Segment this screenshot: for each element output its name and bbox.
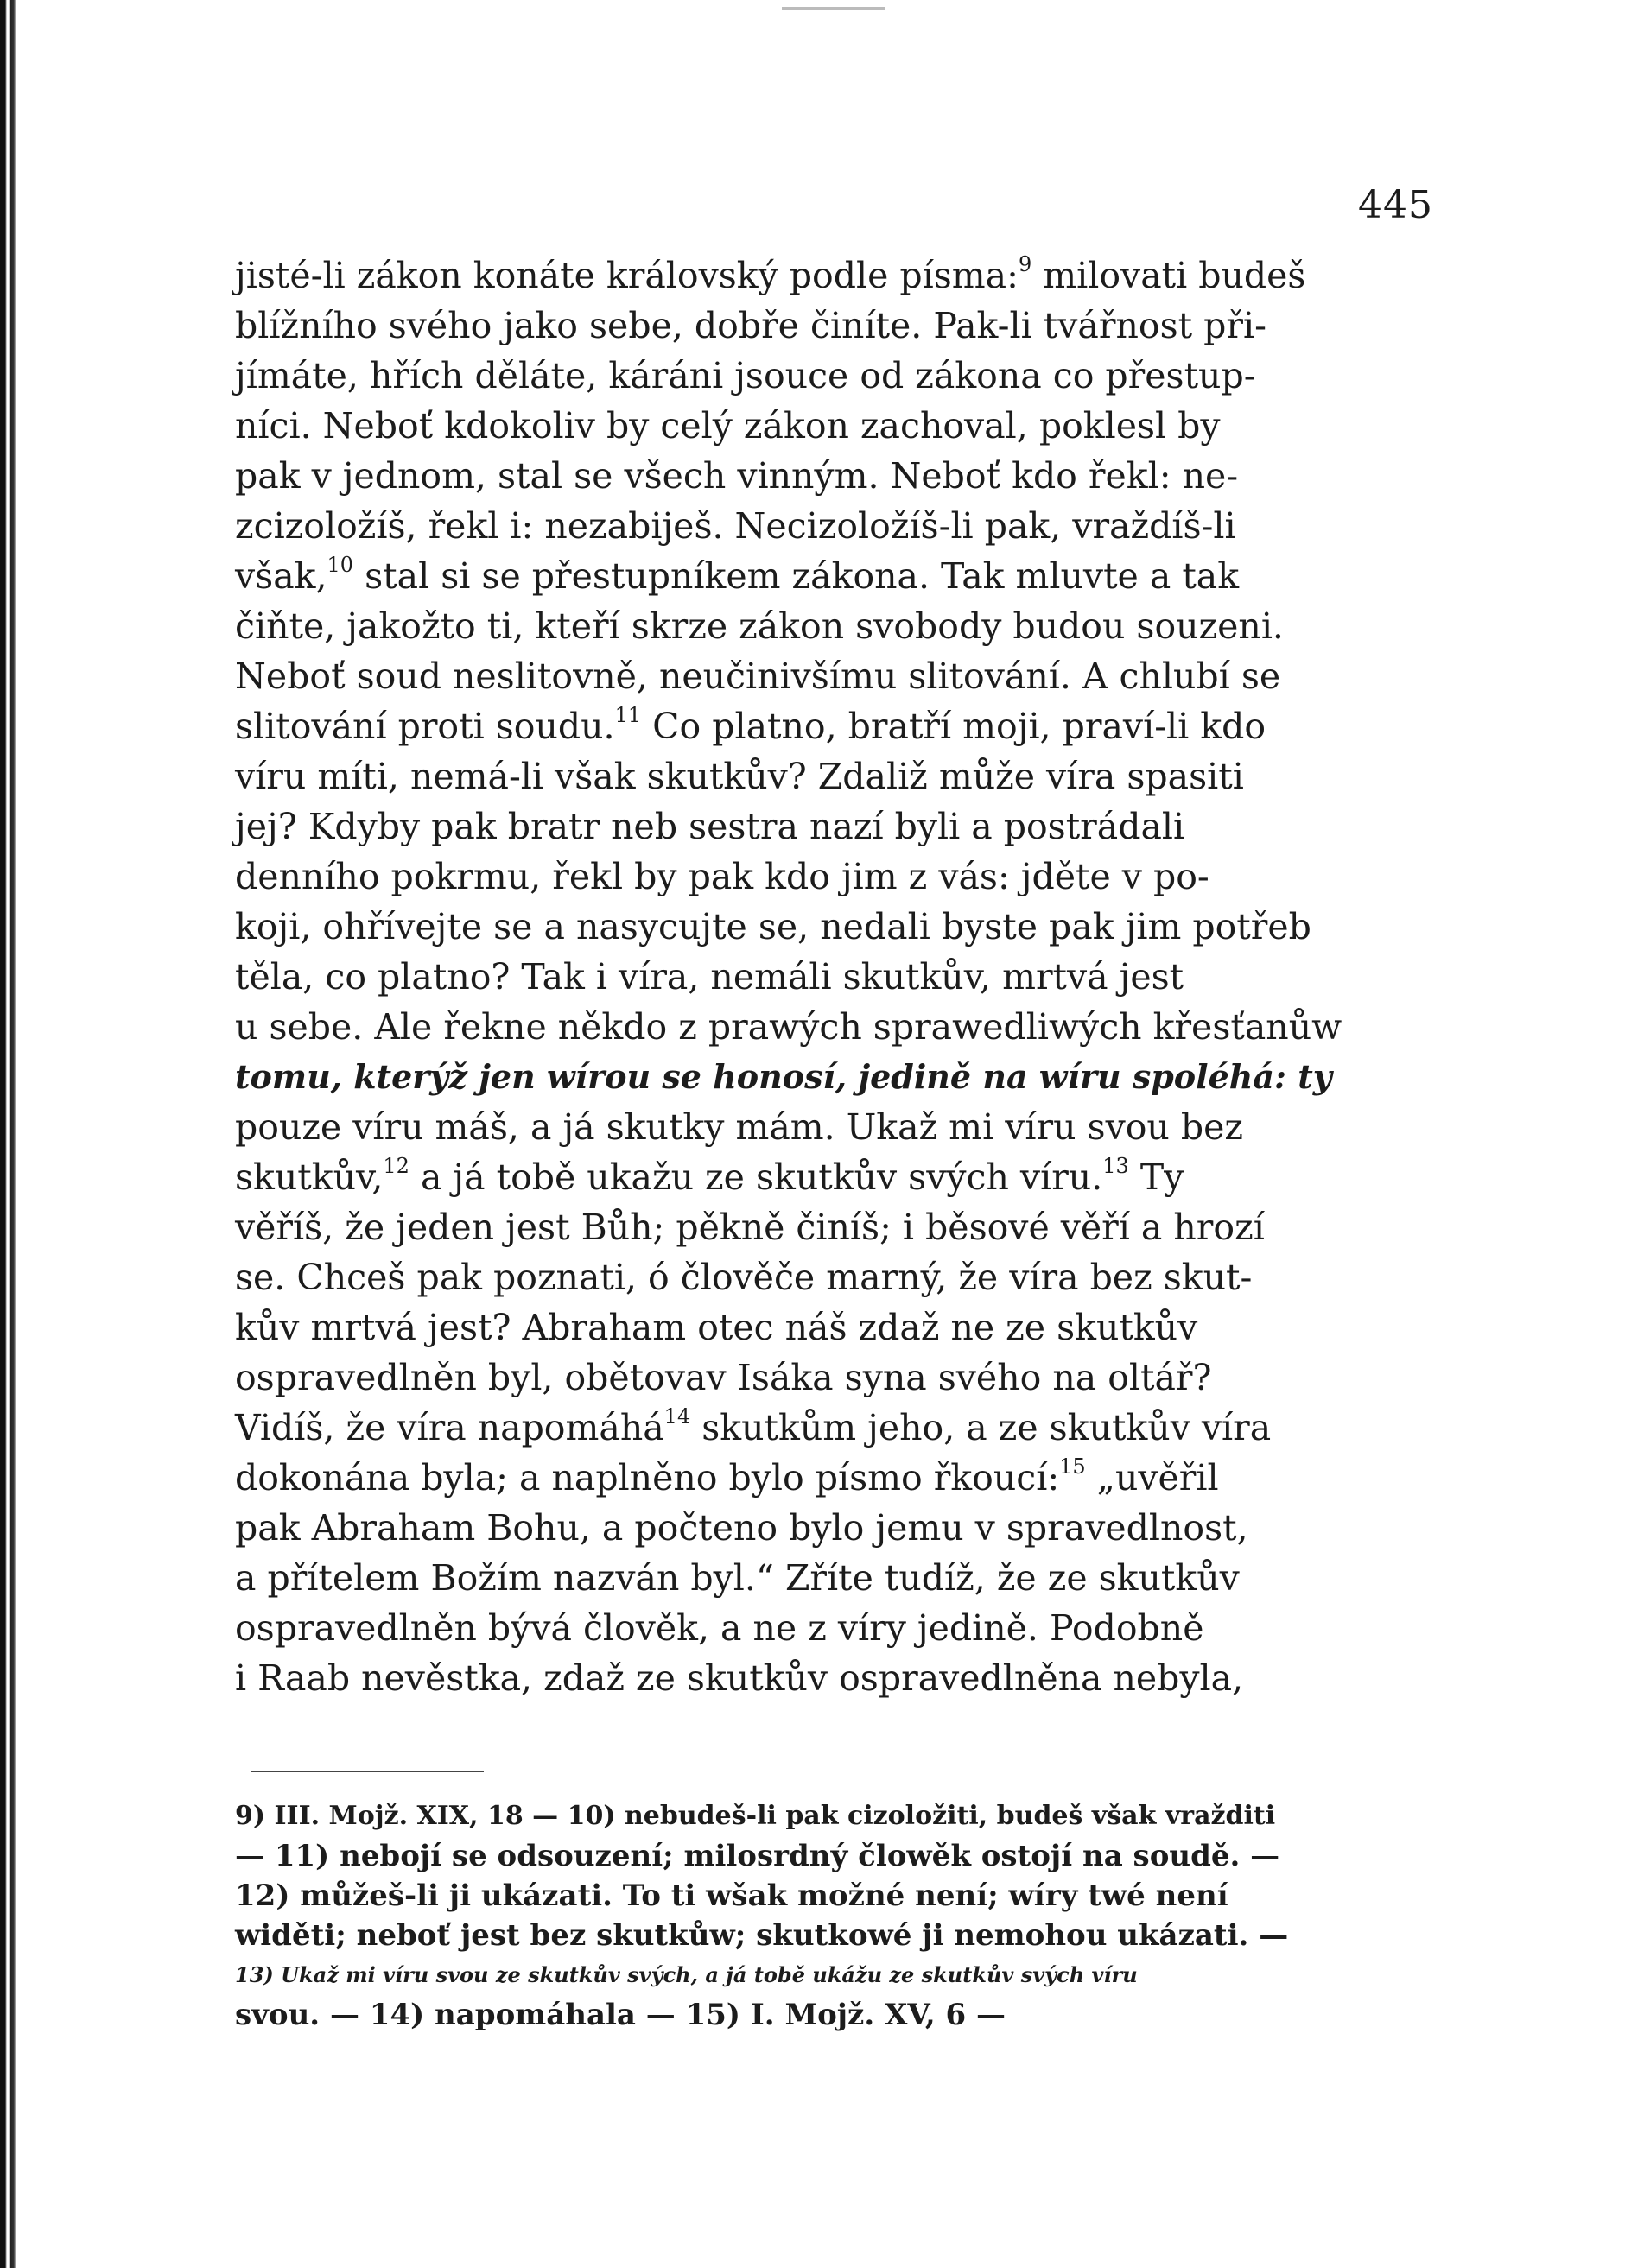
footnote-ref: 11 <box>614 703 642 728</box>
footnote-line <box>235 1796 1443 1836</box>
text-line <box>235 1603 1443 1653</box>
text-segment: pouze víru máš, a já skutky mám. Ukaž mi víru svou bez <box>235 1106 1243 1148</box>
footnote-ref: 12 <box>383 1154 409 1179</box>
text-line <box>235 1453 1443 1503</box>
page-number: 445 <box>1358 183 1433 227</box>
text-segment: skutkům jeho, a ze skutkův víra <box>690 1407 1272 1448</box>
text-line <box>235 1102 1443 1152</box>
text-segment: Ty <box>1128 1156 1184 1198</box>
text-segment: stal si se přestupníkem zákona. Tak mluvte a tak <box>353 555 1240 597</box>
text-line <box>235 1252 1443 1302</box>
text-line <box>235 701 1443 751</box>
text-segment: ospravedlněn bývá člověk, a ne z víry jedině. Podobně <box>235 1607 1204 1649</box>
text-segment: pak Abraham Bohu, a počteno bylo jemu v spravedlnost, <box>235 1507 1248 1549</box>
text-line <box>235 601 1443 651</box>
text-segment: jisté-li zákon konáte královský podle písma: <box>235 255 1019 296</box>
text-segment: slitování proti soudu. <box>235 706 615 747</box>
footnote-line <box>235 1836 1443 1876</box>
footnote-line <box>235 1995 1443 2035</box>
text-line <box>235 852 1443 902</box>
text-line <box>235 1052 1443 1102</box>
text-segment: víru míti, nemá-li však skutkův? Zdaliž může víra spasiti <box>235 756 1244 797</box>
text-segment: skutkův, <box>235 1156 384 1198</box>
text-line <box>235 952 1443 1002</box>
text-segment: blížního svého jako sebe, dobře činíte. Pak-li tvářnost při- <box>235 305 1266 346</box>
text-line <box>235 1152 1443 1202</box>
scan-edge <box>0 0 19 2268</box>
text-line <box>235 1403 1443 1453</box>
text-line <box>235 1653 1443 1703</box>
footnote-text: widěti; neboť jest bez skutkůw; skutkowé ji nemohou ukázati. — <box>235 1918 1289 1953</box>
text-segment: ospravedlněn byl, obětovav Isáka syna svého na oltář? <box>235 1357 1212 1398</box>
text-segment: a přítelem Božím nazván byl.“ Zříte tudíž, že ze skutkův <box>235 1557 1240 1599</box>
text-segment: těla, co platno? Tak i víra, nemáli skutkův, mrtvá jest <box>235 956 1184 998</box>
text-segment: dokonána byla; a naplněno bylo písmo řkoucí: <box>235 1457 1060 1498</box>
footnote-ref: 14 <box>663 1404 691 1429</box>
text-segment: jímáte, hřích děláte, káráni jsouce od zákona co přestup- <box>235 355 1256 396</box>
text-segment: Neboť soud neslitovně, neučinivšímu slitování. A chlubí se <box>235 656 1281 697</box>
top-rule <box>782 7 885 10</box>
text-segment: zcizoložíš, řekl i: nezabiješ. Necizoložíš-li pak, vraždíš-li <box>235 505 1236 547</box>
text-segment: u sebe. Ale řekne někdo z prawých sprawedliwých křesťanůw <box>235 1006 1342 1048</box>
text-segment: jej? Kdyby pak bratr neb sestra nazí byli a postrádali <box>235 806 1185 847</box>
text-line <box>235 651 1443 701</box>
text-segment: čiňte, jakožto ti, kteří skrze zákon svobody budou souzeni. <box>235 605 1284 647</box>
footnote-line <box>235 1876 1443 1916</box>
text-line <box>235 501 1443 551</box>
text-segment: pak v jednom, stal se všech vinným. Neboť kdo řekl: ne- <box>235 455 1239 497</box>
fraktur-segment: tomu, kterýž jen wírou se honosí, jedině na wíru spoléhá: ty <box>235 1057 1332 1096</box>
footnote-line <box>235 1955 1443 1995</box>
text-line <box>235 301 1443 351</box>
footnote-ref: 10 <box>327 553 354 578</box>
text-segment: koji, ohřívejte se a nasycujte se, nedali byste pak jim potřeb <box>235 906 1311 947</box>
text-line <box>235 351 1443 401</box>
text-segment: však, <box>235 555 327 597</box>
text-line <box>235 902 1443 952</box>
text-segment: denního pokrmu, řekl by pak kdo jim z vás: jděte v po- <box>235 856 1209 897</box>
text-line <box>235 551 1443 601</box>
footnote-text: 12) můžeš-li ji ukázati. To ti wšak možné není; wíry twé není <box>235 1878 1228 1913</box>
footnote-text: — 11) nebojí se odsouzení; milosrdný člowěk ostojí na soudě. — <box>235 1839 1280 1873</box>
text-segment: níci. Neboť kdokoliv by celý zákon zachoval, poklesl by <box>235 405 1221 447</box>
text-segment: milovati budeš <box>1031 255 1306 296</box>
text-line <box>235 751 1443 801</box>
footnote-divider <box>251 1771 484 1772</box>
footnote-ref: 15 <box>1059 1454 1086 1479</box>
text-line <box>235 1002 1443 1052</box>
footnote-text: 13) Ukaž mi víru svou ze skutkův svých, a já tobě ukážu ze skutkův svých víru <box>235 1962 1138 1987</box>
text-line <box>235 451 1443 501</box>
text-line <box>235 1202 1443 1252</box>
footnote-text: 9) III. Mojž. XIX, 18 — 10) nebudeš-li pak cizoložiti, budeš však vražditi <box>235 1801 1276 1831</box>
text-line <box>235 1553 1443 1603</box>
text-segment: Co platno, bratří moji, praví-li kdo <box>641 706 1266 747</box>
footnote-line <box>235 1916 1443 1955</box>
text-line <box>235 801 1443 852</box>
text-line <box>235 1302 1443 1353</box>
text-line <box>235 401 1443 451</box>
text-segment: Vidíš, že víra napomáhá <box>235 1407 664 1448</box>
text-segment: „uvěřil <box>1085 1457 1219 1498</box>
text-segment: kův mrtvá jest? Abraham otec náš zdaž ne ze skutkův <box>235 1307 1198 1348</box>
footnotes <box>235 1796 1443 2035</box>
footnote-text: svou. — 14) napomáhala — 15) I. Mojž. XV, 6 — <box>235 1998 1006 2032</box>
text-segment: a já tobě ukažu ze skutkův svých víru. <box>409 1156 1103 1198</box>
text-segment: se. Chceš pak poznati, ó člověče marný, že víra bez skut- <box>235 1257 1253 1298</box>
main-text <box>235 250 1443 1703</box>
text-line <box>235 1503 1443 1553</box>
text-segment: i Raab nevěstka, zdaž ze skutkův ospravedlněna nebyla, <box>235 1657 1244 1699</box>
text-line <box>235 250 1443 301</box>
text-line <box>235 1353 1443 1403</box>
text-segment: věříš, že jeden jest Bůh; pěkně činíš; i běsové věří a hrozí <box>235 1207 1265 1248</box>
footnote-ref: 13 <box>1102 1154 1129 1179</box>
footnote-ref: 9 <box>1018 252 1032 277</box>
